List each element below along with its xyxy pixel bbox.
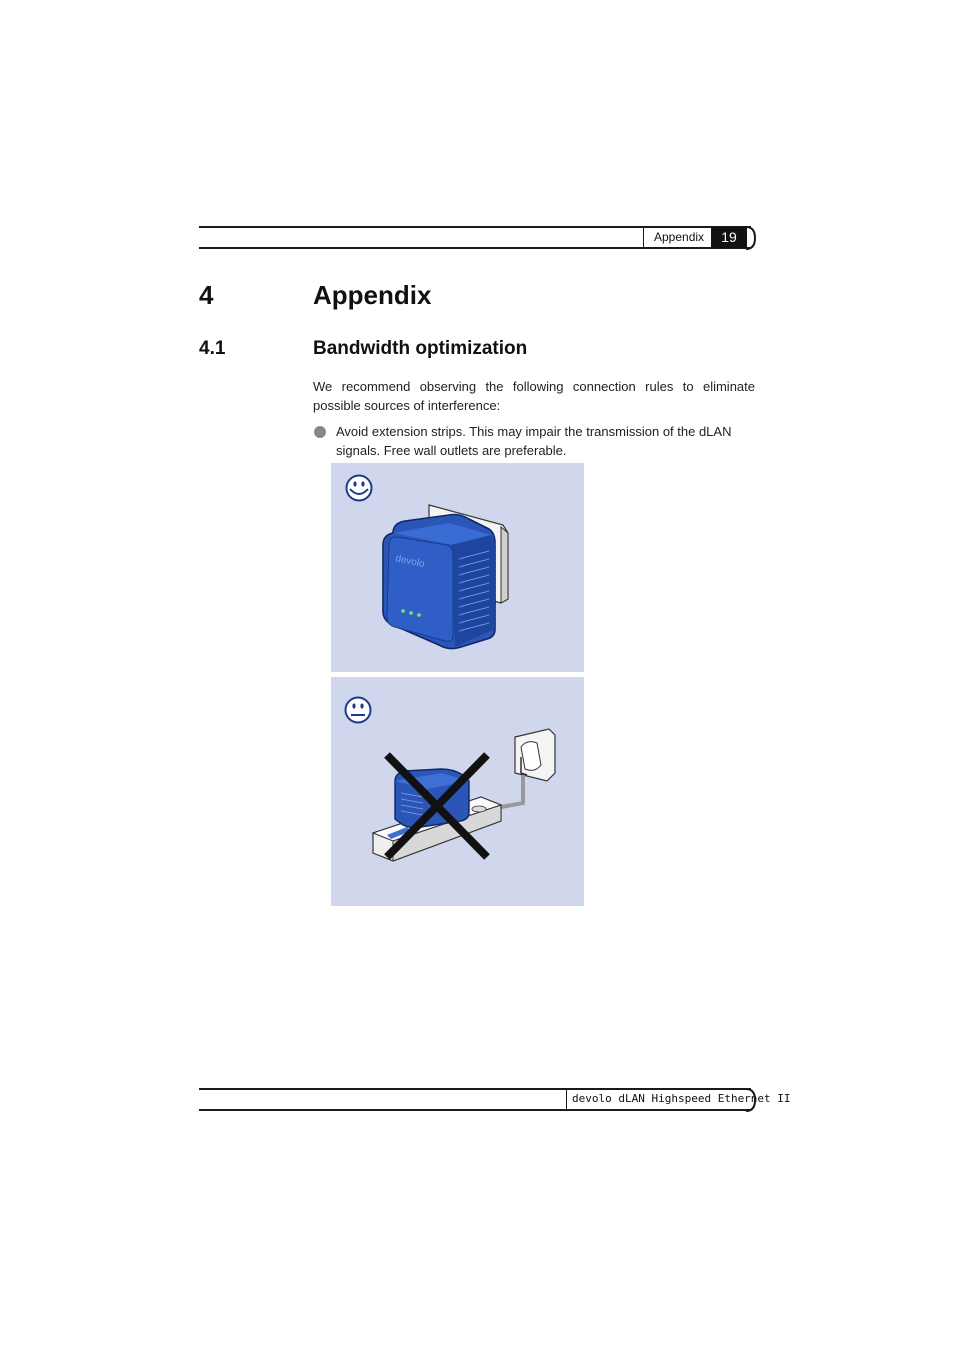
bullet-item: Avoid extension strips. This may impair the transmission of the dLAN signals. Free wall outlets are preferable. [336, 424, 732, 458]
chapter-title: Appendix [313, 280, 432, 310]
header-section-label: Appendix [643, 227, 711, 248]
intro-paragraph: We recommend observing the following connection rules to eliminate possible sources of interference: [313, 379, 755, 413]
wall-socket [515, 729, 555, 781]
smiley-happy-icon [347, 476, 372, 501]
dlan-adapter [383, 515, 495, 649]
section-number: 4.1 [199, 338, 226, 359]
figure-wall-outlet [331, 463, 584, 672]
footer-end-cap [745, 1088, 757, 1112]
bullet-marker [314, 426, 326, 438]
adapter-brand-logo: devolo [394, 553, 426, 571]
figure-wall-outlet-illustration [331, 463, 584, 672]
section-title: Bandwidth optimization [313, 338, 528, 359]
footer-product-name: devolo dLAN Highspeed Ethernet II [566, 1089, 746, 1110]
header-end-cap [745, 226, 757, 250]
figure-extension-strip [331, 677, 584, 906]
figure-extension-strip-illustration [331, 677, 584, 906]
chapter-number: 4 [199, 280, 214, 310]
page-number: 19 [711, 227, 747, 248]
smiley-neutral-icon [346, 698, 371, 723]
power-cable [501, 775, 523, 807]
